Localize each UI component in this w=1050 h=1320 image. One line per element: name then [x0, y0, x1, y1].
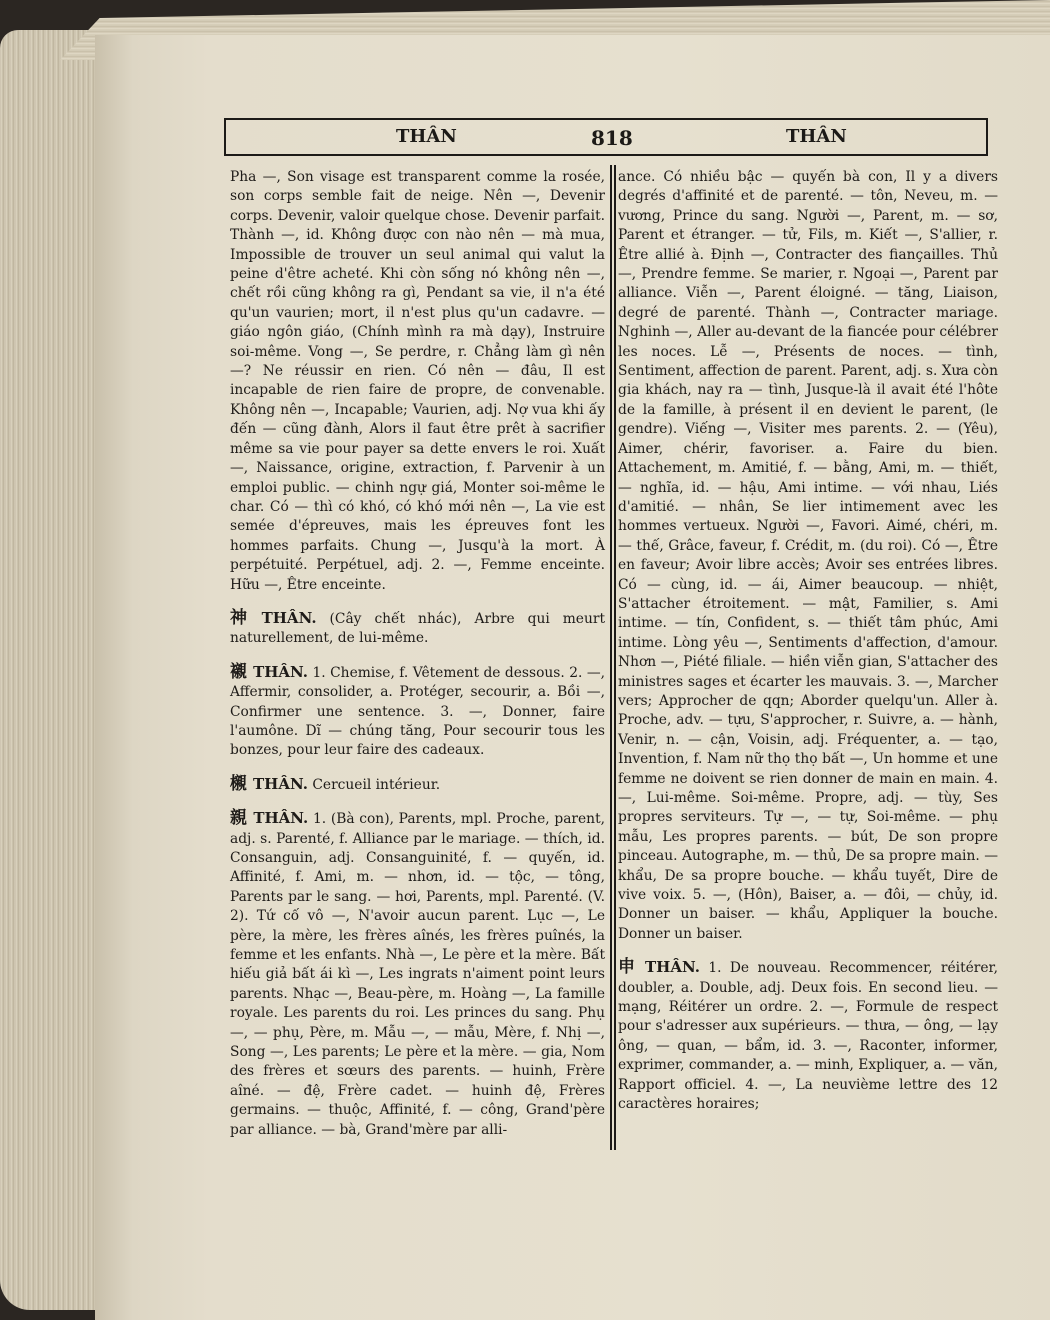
entry-headword: THÂN.	[645, 958, 700, 977]
dictionary-entry	[230, 809, 605, 1140]
entry-headword: THÂN.	[253, 662, 309, 681]
entry-continuation: ance. Có nhiều bậc — quyến bà con, Il y a divers degrés d'affinité et de parenté. — tôn, Neveu, m. — vương, Prince du sang. Người —, Parent, m. — sơ, Parent et étranger. — tử, Fils, m. Kiết —, S'allier, r. Être allié à. Định —, Contracter des fiançailles. Thủ —, Prendre femme. Se marier, r. Ngoại —, Parent par alliance. Viễn —, Parent éloigné. — tăng, Liaison, degré de parenté. Thành —, Contracter mariage. Nghinh —, Aller au-devant de la fiancée pour célébrer les noces. Lễ —, Présents de noces. — tình, Sentiment, affection de parent. Parent, adj. s. Xưa còn gia khách, nay ra — tình, Jusque-là il avait été l'hôte de la famille, à présent il en devient le parent, (le gendre). Viếng —, Visiter mes parents. 2. — (Yêu), Aimer, chérir, favoriser. a. Faire du bien. Attachement, m. Amitié, f. — bằng, Ami, m. — thiết, — nghĩa, id. — hậu, Ami intime. — với nhau, Liés d'amitié. — nhân, Se lier intimement avec les hommes vertueux. Người —, Favori. Aimé, chéri, m. — thế, Grâce, faveur, f. Crédit, m. (du roi). Có —, Être en faveur; Avoir libre accès; Avoir ses entrées libres. Có — cùng, id. — ái, Aimer beaucoup. — nhiệt, S'attacher étroitement. — mật, Familier, s. Ami intime. — tín, Confident, s. — thiết tâm phúc, Ami intime. Lòng yêu —, Sentiments d'affection, d'amour. Nhơn —, Piété filiale. — hiền viễn gian, S'attacher des ministres sages et écarter les mauvais. 3. —, Marcher vers; Approcher de qqn; Aborder quelqu'un. Aller à. Proche, adv. — tựu, S'approcher, r. Suivre, a. — hành, Venir, n. — cận, Voisin, adj. Fréquenter, a. — tạo, Invention, f. Nam nữ thọ thọ bất —, Un homme et une femme ne doivent se rien donner de main en main. 4. —, Lui-même. Soi-même. Propre, adj. — tùy, Ses propres serviteurs. Tự —, — tự, Soi-même. — phụ mẫu, Les propres parents. — bút, De son propre pinceau. Autographe, m. — thủ, De sa propre main. — khẩu, De sa propre bouche. — khẩu tuyết, Dire de vive voix. 5. —, (Hôn), Baiser, a. — đôi, — chủy, id. Donner un baiser. — khẩu, Appliquer la bouche. Donner un baiser.	[618, 169, 998, 942]
column-divider	[610, 165, 612, 1150]
dictionary-entry	[618, 958, 998, 1114]
entry-headword: THÂN.	[261, 608, 317, 627]
dictionary-entry	[230, 663, 605, 761]
right-column	[618, 168, 998, 1115]
entry-continuation: Pha —, Son visage est transparent comme la rosée, son corps semble fait de neige. Nên —, Devenir corps. Devenir, valoir quelque chose. Devenir parfait. Thành —, id. Không được con nào nên — mà mua, Impossible de trouver un seul animal qui valut la peine d'être acheté. Khi còn sống nó không nên —, chết rồi cũng không ra gì, Pendant sa vie, il n'a été qu'un vaurien; mort, il n'est plus qu'un cadavre. — giáo ngôn giáo, (Chính mình ra mà dạy), Instruire soi-même. Vong —, Se perdre, r. Chẳng làm gì nên —? Ne réussir en rien. Có nên — đâu, Il est incapable de rien faire de propre, de convenable. Không nên —, Incapable; Vaurien, adj. Nợ vua khi ấy đến — cũng đành, Alors il faut être prêt à sacrifier même sa vie pour payer sa dette envers le roi. Xuất —, Naissance, origine, extraction, f. Parvenir à un emploi public. — chinh ngự giá, Monter soi-même le char. Có — thì có khó, có khó mới nên —, La vie est semée d'épreuves, mais les épreuves font les hommes parfaits. Chung —, Jusqu'à la mort. À perpétuité. Perpétuel, adj. 2. —, Femme enceinte. Hữu —, Être enceinte.	[230, 169, 605, 593]
header-right-word: THÂN	[786, 126, 847, 147]
entry-headword: THÂN.	[253, 809, 309, 828]
entry-headword: THÂN.	[253, 774, 308, 793]
dictionary-entry	[230, 775, 605, 795]
entry-character: 襯	[230, 661, 248, 682]
left-column	[230, 168, 605, 1140]
entry-definition: Cercueil intérieur.	[312, 776, 441, 793]
entry-character: 神	[230, 607, 256, 628]
entry-definition: 1. De nouveau. Recommencer, réitérer, doubler, a. Double, adj. Deux fois. En second lieu. — mạng, Réitérer un ordre. 2. —, Formule de respect pour s'adresser aux supérieurs. — thưa, — ông, — lạy ông, — quan, — bẩm, id. 3. —, Raconter, informer, exprimer, commander, a. — minh, Expliquer, a. — văn, Rapport officiel. 4. —, La neuvième lettre des 12 caractères horaires;	[618, 960, 999, 1113]
running-header	[224, 118, 988, 156]
entry-definition: (Cây chết nhác), Arbre qui meurt naturellement, de lui-même.	[230, 610, 605, 647]
entry-character: 櫬	[230, 773, 247, 794]
entry-definition: 1. (Bà con), Parents, mpl. Proche, parent, adj. s. Parenté, f. Alliance par le mariage. — thích, id. Consanguin, adj. Consanguinité, f. — quyến, id. Affinité, f. Ami, m. — nhơn, id. — tộc, — tông, Parents par le sang. — hơi, Parents, mpl. Parenté. (V. 2). Tứ cố vô —, N'avoir aucun parent. Lục —, Le père, la mère, les frères aînés, les frères puînés, la femme et les enfants. Nhà —, Le père et la mère. Bất hiếu giả bất ái kì —, Les ingrats n'aiment point leurs parents. Nhạc —, Beau-père, m. Hoàng —, La famille royale. Les parents du roi. Les princes du sang. Phụ —, — phụ, Père, m. Mẫu —, — mẫu, Mère, f. Nhị —, Song —, Les parents; Le père et la mère. — gia, Nom des frères et sœurs des parents. — huinh, Frère aîné. — đệ, Frère cadet. — huinh đệ, Frères germains. — thuộc, Affinité, f. — công, Grand'père par alliance. — bà, Grand'mère par alli-	[230, 811, 605, 1138]
dictionary-entry	[230, 609, 605, 649]
entry-definition: 1. Chemise, f. Vêtement de dessous. 2. —, Affermir, consolider, a. Protéger, secourir, a. Bồi —, Confirmer une sentence. 3. —, Donner, faire l'aumône. Dĩ — chúng tăng, Pour secourir tous les bonzes, pour leur faire des cadeaux.	[230, 664, 606, 759]
entry-character: 親	[230, 808, 248, 829]
entry-character: 申	[618, 957, 639, 978]
page-number: 818	[591, 126, 633, 150]
header-left-word: THÂN	[396, 126, 457, 147]
column-divider	[614, 165, 616, 1150]
